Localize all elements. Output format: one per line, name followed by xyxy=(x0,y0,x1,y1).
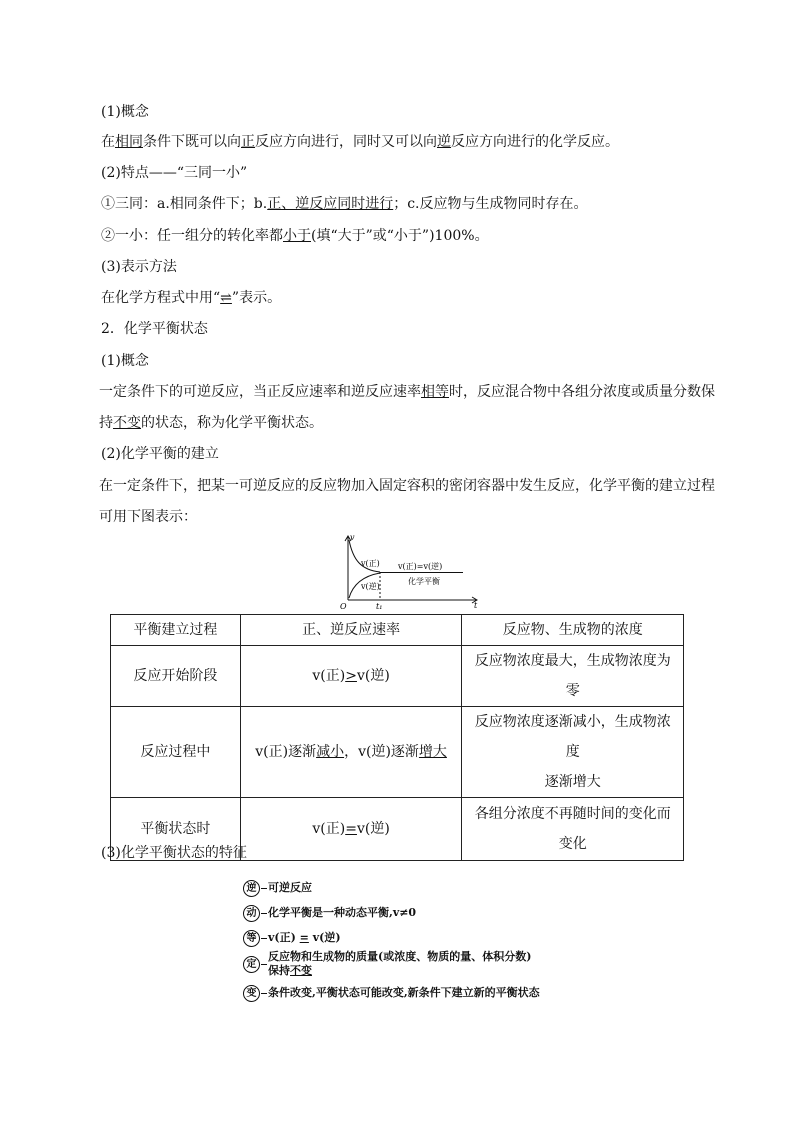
feature-text: 可逆反应 xyxy=(268,881,312,894)
feature-text: 条件改变,平衡状态可能改变,新条件下建立新的平衡状态 xyxy=(268,986,540,999)
connector-dash xyxy=(261,938,267,939)
stage-cell: 反应过程中 xyxy=(111,707,241,798)
underlined-answer: 正、逆反应同时进行 xyxy=(267,196,394,212)
conc-cell: 反应物浓度最大，生成物浓度为零 xyxy=(462,646,684,707)
text-segment: v(逆) xyxy=(356,668,390,684)
connector-dash xyxy=(261,888,267,889)
stage-cell: 反应开始阶段 xyxy=(111,646,241,707)
text-segment: 。 xyxy=(573,196,588,212)
conc-line: 逐渐增大 xyxy=(544,774,601,790)
feature-mark: 逆 xyxy=(243,880,260,897)
underlined-answer: 相同 xyxy=(115,134,143,150)
concept-text xyxy=(101,132,619,152)
underlined-answer: 逆 xyxy=(437,134,451,150)
underlined-answer: > xyxy=(345,668,357,684)
one-small-line xyxy=(101,226,489,246)
underlined-answer: 相等 xyxy=(421,384,449,400)
rate-cell xyxy=(240,646,462,707)
section-heading: 2．化学平衡状态 xyxy=(101,321,208,337)
underlined-answer: 增大 xyxy=(418,744,447,760)
feature-mark: 动 xyxy=(243,905,260,922)
conc-line: 变化 xyxy=(558,836,587,852)
table-header-cell: 反应物、生成物的浓度 xyxy=(462,615,684,646)
text-segment: v(正) xyxy=(312,821,346,837)
feature-item xyxy=(243,950,531,978)
conc-line: 反应物浓度逐渐减小，生成物浓度 xyxy=(474,714,671,760)
x-axis-label: t xyxy=(474,601,478,610)
feature-text: 化学平衡是一种动态平衡,v≠0 xyxy=(268,906,417,919)
text-segment: ①三同：a. xyxy=(101,196,170,212)
table-header-row xyxy=(111,615,684,646)
stage-cell: 平衡状态时 xyxy=(111,798,241,861)
feature-item xyxy=(243,879,312,897)
underlined-answer: = xyxy=(299,931,309,944)
conc-cell xyxy=(462,798,684,861)
feature-text: v(正) xyxy=(268,931,296,944)
text-segment: v(正)逐渐 xyxy=(255,744,317,760)
concept-line-1 xyxy=(99,382,715,402)
underlined-answer: 不变 xyxy=(113,415,141,431)
method-text xyxy=(101,288,281,308)
text-segment: v(正) xyxy=(312,668,346,684)
conc-line: 各组分浓度不再随时间的变化而 xyxy=(474,806,671,822)
table-header-cell: 平衡建立过程 xyxy=(111,615,241,646)
origin-label: O xyxy=(340,602,347,611)
text-segment: (填“大于”或“小于”)100%。 xyxy=(311,228,489,244)
underlined-answer: 不变 xyxy=(290,964,312,977)
text-segment: 在 xyxy=(101,134,115,150)
equilibrium-label: 化学平衡 xyxy=(408,577,440,586)
concept-heading-2: (1)概念 xyxy=(101,353,149,369)
text-segment: 在化学方程式中用“ xyxy=(101,290,221,306)
equilibrium-process-table xyxy=(110,614,684,861)
reversible-arrow-symbol: ⇌ xyxy=(220,290,232,306)
text-segment: ”表示。 xyxy=(231,290,282,306)
underlined-answer: 减小 xyxy=(316,744,345,760)
text-segment: ②一小：任一组分的转化率都 xyxy=(101,228,283,244)
underlined-answer: 正 xyxy=(241,134,255,150)
text-segment: ；b. xyxy=(239,196,268,212)
table-row xyxy=(111,646,684,707)
text-segment: 反应物与生成物同时存在 xyxy=(419,196,574,212)
text-segment: 的状态，称为化学平衡状态。 xyxy=(141,415,323,431)
feature-text: v(逆) xyxy=(312,931,341,944)
feature-text: 保持 xyxy=(268,964,290,977)
feature-item xyxy=(243,929,341,947)
feature-item xyxy=(243,984,540,1002)
connector-dash xyxy=(261,993,267,994)
underlined-answer: 小于 xyxy=(283,228,311,244)
text-segment: ，v(逆)逐渐 xyxy=(344,744,419,760)
feature-mark: 等 xyxy=(243,930,260,947)
text-segment: v(逆) xyxy=(356,821,390,837)
build-line-1: 在一定条件下，把某一可逆反应的反应物加入固定容积的密闭容器中发生反应，化学平衡的建立过程 xyxy=(99,478,715,494)
feature-mark: 定 xyxy=(243,956,260,973)
t1-label: t₁ xyxy=(376,602,383,611)
text-segment: 条件下既可以向 xyxy=(143,134,241,150)
reverse-rate-label: v(逆) xyxy=(361,582,380,591)
text-segment: 一定条件下的可逆反应，当正反应速率和逆反应速率 xyxy=(99,384,421,400)
connector-dash xyxy=(261,964,267,965)
rate-cell xyxy=(240,798,462,861)
text-segment: 反应方向进行，同时又可以向 xyxy=(255,134,437,150)
feature-item xyxy=(243,904,416,922)
y-axis-label: v xyxy=(350,533,355,542)
text-segment: 相同条件下 xyxy=(169,196,240,212)
table-header-cell: 正、逆反应速率 xyxy=(240,615,462,646)
features-heading-3: (3)化学平衡状态的特征 xyxy=(101,845,247,861)
conc-cell xyxy=(462,707,684,798)
build-line-2: 可用下图表示： xyxy=(99,509,197,525)
features-heading: (2)特点——“三同一小” xyxy=(101,165,248,181)
text-segment: 持 xyxy=(99,415,113,431)
connector-dash xyxy=(261,913,267,914)
underlined-answer: = xyxy=(345,821,357,837)
equal-rate-label: v(正)=v(逆) xyxy=(398,562,443,571)
build-heading: (2)化学平衡的建立 xyxy=(101,446,219,462)
concept-heading: (1)概念 xyxy=(101,104,149,120)
equilibrium-rate-figure xyxy=(335,532,485,612)
three-same-line xyxy=(101,194,588,214)
forward-rate-label: v(正) xyxy=(361,559,380,568)
text-segment: 反应方向进行的化学反应。 xyxy=(451,134,619,150)
table-row xyxy=(111,707,684,798)
concept-line-2 xyxy=(99,413,323,433)
text-segment: 时，反应混合物中各组分浓度或质量分数保 xyxy=(449,384,715,400)
feature-mark: 变 xyxy=(243,985,260,1002)
feature-text: 反应物和生成物的质量(或浓度、物质的量、体积分数) xyxy=(268,950,532,963)
rate-cell xyxy=(240,707,462,798)
text-segment: ；c. xyxy=(393,196,420,212)
method-heading: (3)表示方法 xyxy=(101,259,177,275)
